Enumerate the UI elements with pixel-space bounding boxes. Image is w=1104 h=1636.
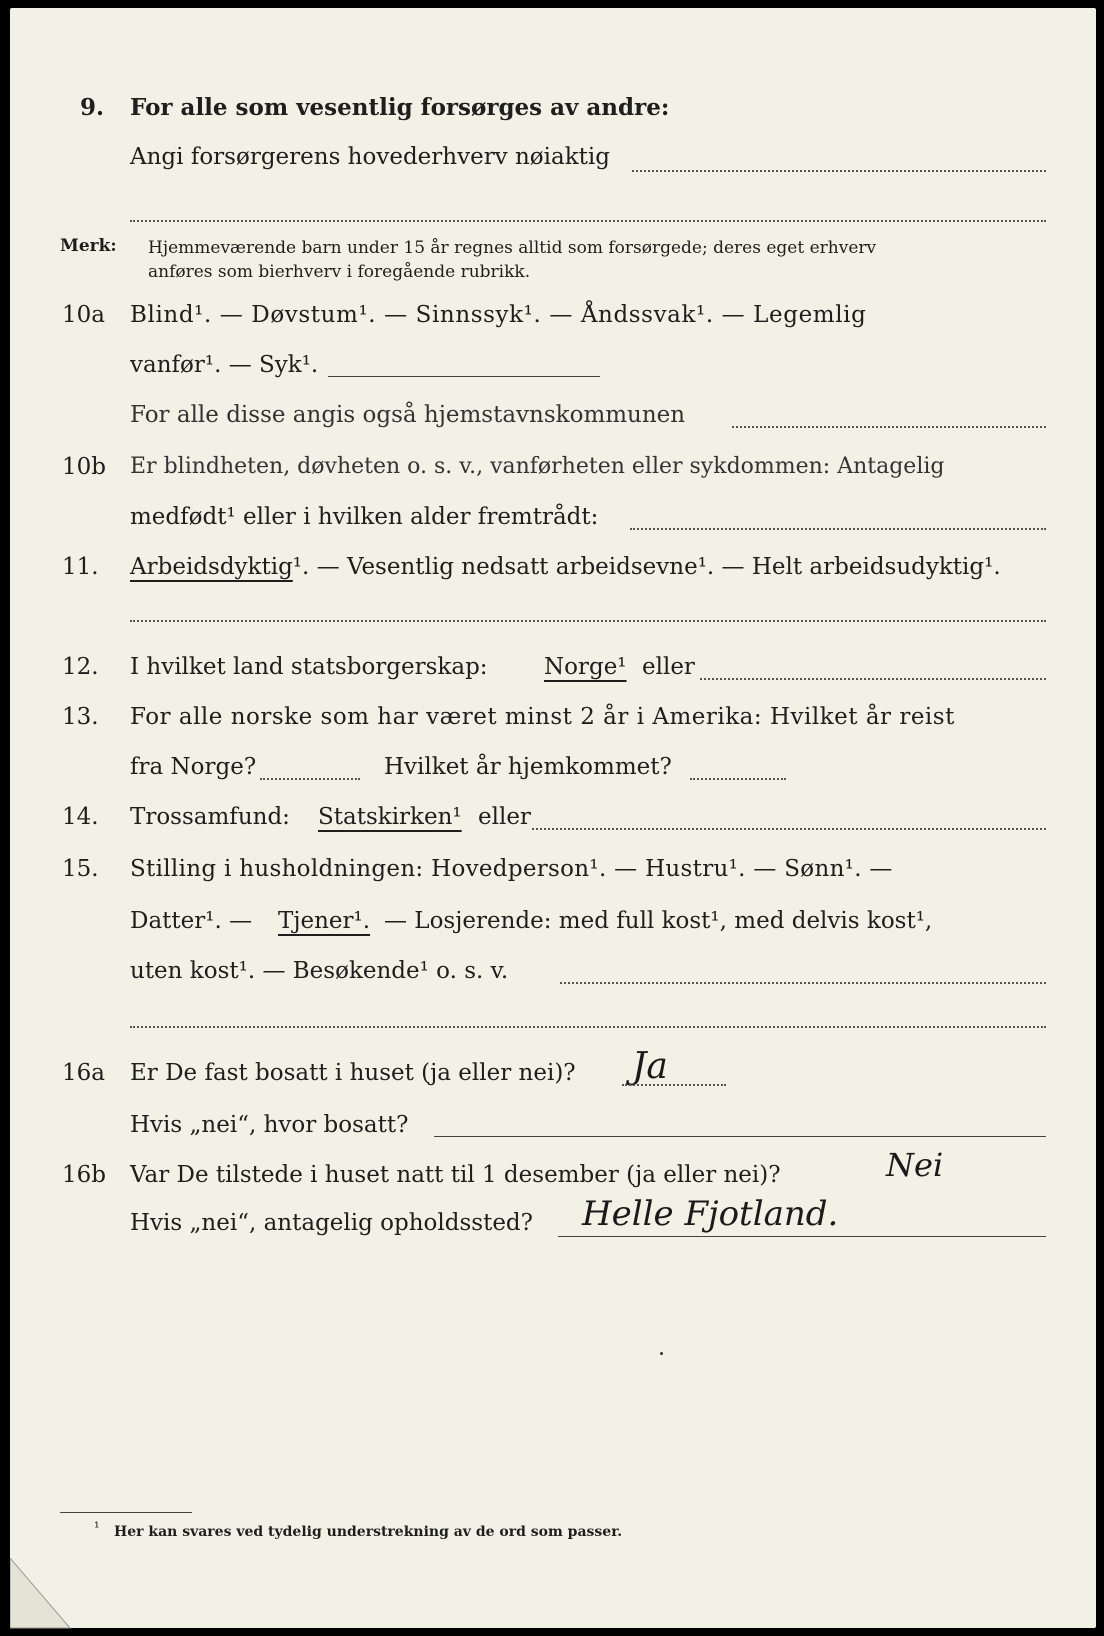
answer-line[interactable]	[130, 1026, 1046, 1028]
question-text: Hvis „nei“, antagelig opholdssted?	[130, 1210, 533, 1236]
question-text: Hvis „nei“, hvor bosatt?	[130, 1112, 409, 1138]
ink-speck	[660, 1352, 663, 1355]
answer-line[interactable]	[130, 620, 1046, 622]
question-text: Er blindheten, døvheten o. s. v., vanførheten eller sykdommen: Antagelig	[130, 454, 945, 479]
question-text: Stilling i husholdningen: Hovedperson¹. — Hustru¹. — Sønn¹. —	[130, 856, 893, 882]
question-text: For alle norske som har været minst 2 år i Amerika: Hvilket år reist	[130, 704, 955, 730]
question-text: Hvilket år hjemkommet?	[384, 754, 672, 780]
answer-option-tjener[interactable]: Tjener¹.	[278, 908, 371, 934]
question-text: Datter¹. —	[130, 908, 253, 934]
question-number: 10b	[62, 454, 106, 480]
question-14	[10, 798, 1096, 838]
question-9-line2	[10, 138, 1096, 178]
question-text: vanfør¹. — Syk¹.	[130, 352, 319, 378]
answer-line[interactable]	[622, 1084, 726, 1086]
answer-line[interactable]	[260, 778, 360, 780]
answer-line[interactable]	[632, 170, 1046, 172]
question-13	[10, 698, 1096, 738]
answer-option-arbeidsdyktig[interactable]	[130, 554, 1001, 580]
footnote-text: Her kan svares ved tydelig understrekning av de ord som passer.	[114, 1524, 623, 1540]
question-text: Er De fast bosatt i huset (ja eller nei)?	[130, 1060, 576, 1086]
handwritten-answer-place[interactable]: Helle Fjotland.	[582, 1194, 839, 1234]
question-16b	[10, 1146, 1096, 1196]
question-10b	[10, 448, 1096, 488]
question-text: Trossamfund:	[130, 804, 290, 830]
question-text: Var De tilstede i huset natt til 1 desember (ja eller nei)?	[130, 1162, 781, 1188]
question-text: For alle som vesentlig forsørges av andre:	[130, 94, 670, 121]
question-text: uten kost¹. — Besøkende¹ o. s. v.	[130, 958, 509, 984]
answer-line[interactable]	[700, 678, 1046, 680]
folded-corner	[10, 1558, 90, 1630]
answer-line[interactable]	[434, 1136, 1046, 1137]
question-text: — Losjerende: med full kost¹, med delvis kost¹,	[384, 908, 933, 934]
answer-line[interactable]	[558, 1236, 1046, 1237]
question-text: Blind¹. — Døvstum¹. — Sinnssyk¹. — Åndssvak¹. — Legemlig	[130, 302, 867, 328]
answer-line[interactable]	[532, 828, 1046, 830]
question-12	[10, 648, 1096, 688]
question-10b-line2	[10, 498, 1096, 538]
question-16a	[10, 1046, 1096, 1094]
question-16b-line2	[10, 1194, 1096, 1244]
question-15-line3	[10, 952, 1096, 992]
question-text: fra Norge?	[130, 754, 257, 780]
handwritten-answer-nei[interactable]: Nei	[886, 1146, 944, 1184]
question-15-line2	[10, 902, 1096, 942]
answer-line[interactable]	[732, 426, 1046, 428]
question-text: eller	[478, 804, 531, 830]
question-10a-line2	[10, 346, 1096, 386]
question-text: For alle disse angis også hjemstavnskommunen	[130, 402, 686, 428]
question-11	[10, 548, 1096, 588]
question-number: 10a	[62, 302, 105, 328]
question-text: ¹. — Vesentlig nedsatt arbeidsevne¹. — Helt arbeidsudyktig¹.	[292, 554, 1001, 580]
question-text: Angi forsørgerens hovederhverv nøiaktig	[130, 144, 610, 170]
answer-line[interactable]	[560, 982, 1046, 984]
answer-line[interactable]	[130, 220, 1046, 222]
question-16a-line2	[10, 1106, 1096, 1146]
question-number: 13.	[62, 704, 99, 730]
handwritten-answer-ja[interactable]: Ja	[632, 1046, 668, 1087]
footnote-mark: ¹	[94, 1520, 100, 1536]
question-text: medfødt¹ eller i hvilken alder fremtrådt:	[130, 504, 599, 530]
question-number: 15.	[62, 856, 99, 882]
question-15	[10, 850, 1096, 890]
question-10a	[10, 296, 1096, 336]
note-merk-line2	[10, 256, 1096, 296]
census-form-page	[10, 8, 1096, 1628]
note-label: Merk:	[60, 236, 117, 256]
footnote	[10, 1518, 1096, 1558]
question-number: 11.	[62, 554, 99, 580]
answer-option-norge[interactable]: Norge¹	[544, 654, 627, 680]
question-text: eller	[642, 654, 695, 680]
footnote-rule	[60, 1512, 192, 1513]
option-label: Arbeidsdyktig	[130, 554, 293, 580]
answer-line[interactable]	[630, 528, 1046, 530]
answer-line[interactable]	[690, 778, 786, 780]
question-number: 14.	[62, 804, 99, 830]
question-number: 12.	[62, 654, 99, 680]
question-13-line2	[10, 748, 1096, 788]
question-number: 16a	[62, 1060, 105, 1086]
note-text: anføres som bierhverv i foregående rubrikk.	[148, 262, 531, 282]
question-number: 16b	[62, 1162, 106, 1188]
question-10a-line3	[10, 396, 1096, 436]
answer-option-statskirken[interactable]: Statskirken¹	[318, 804, 462, 830]
question-9	[10, 88, 1096, 128]
note-text: Hjemmeværende barn under 15 år regnes alltid som forsørgede; deres eget erhverv	[148, 238, 877, 258]
question-text: I hvilket land statsborgerskap:	[130, 654, 488, 680]
answer-line[interactable]	[328, 376, 600, 377]
question-number: 9.	[80, 94, 105, 121]
